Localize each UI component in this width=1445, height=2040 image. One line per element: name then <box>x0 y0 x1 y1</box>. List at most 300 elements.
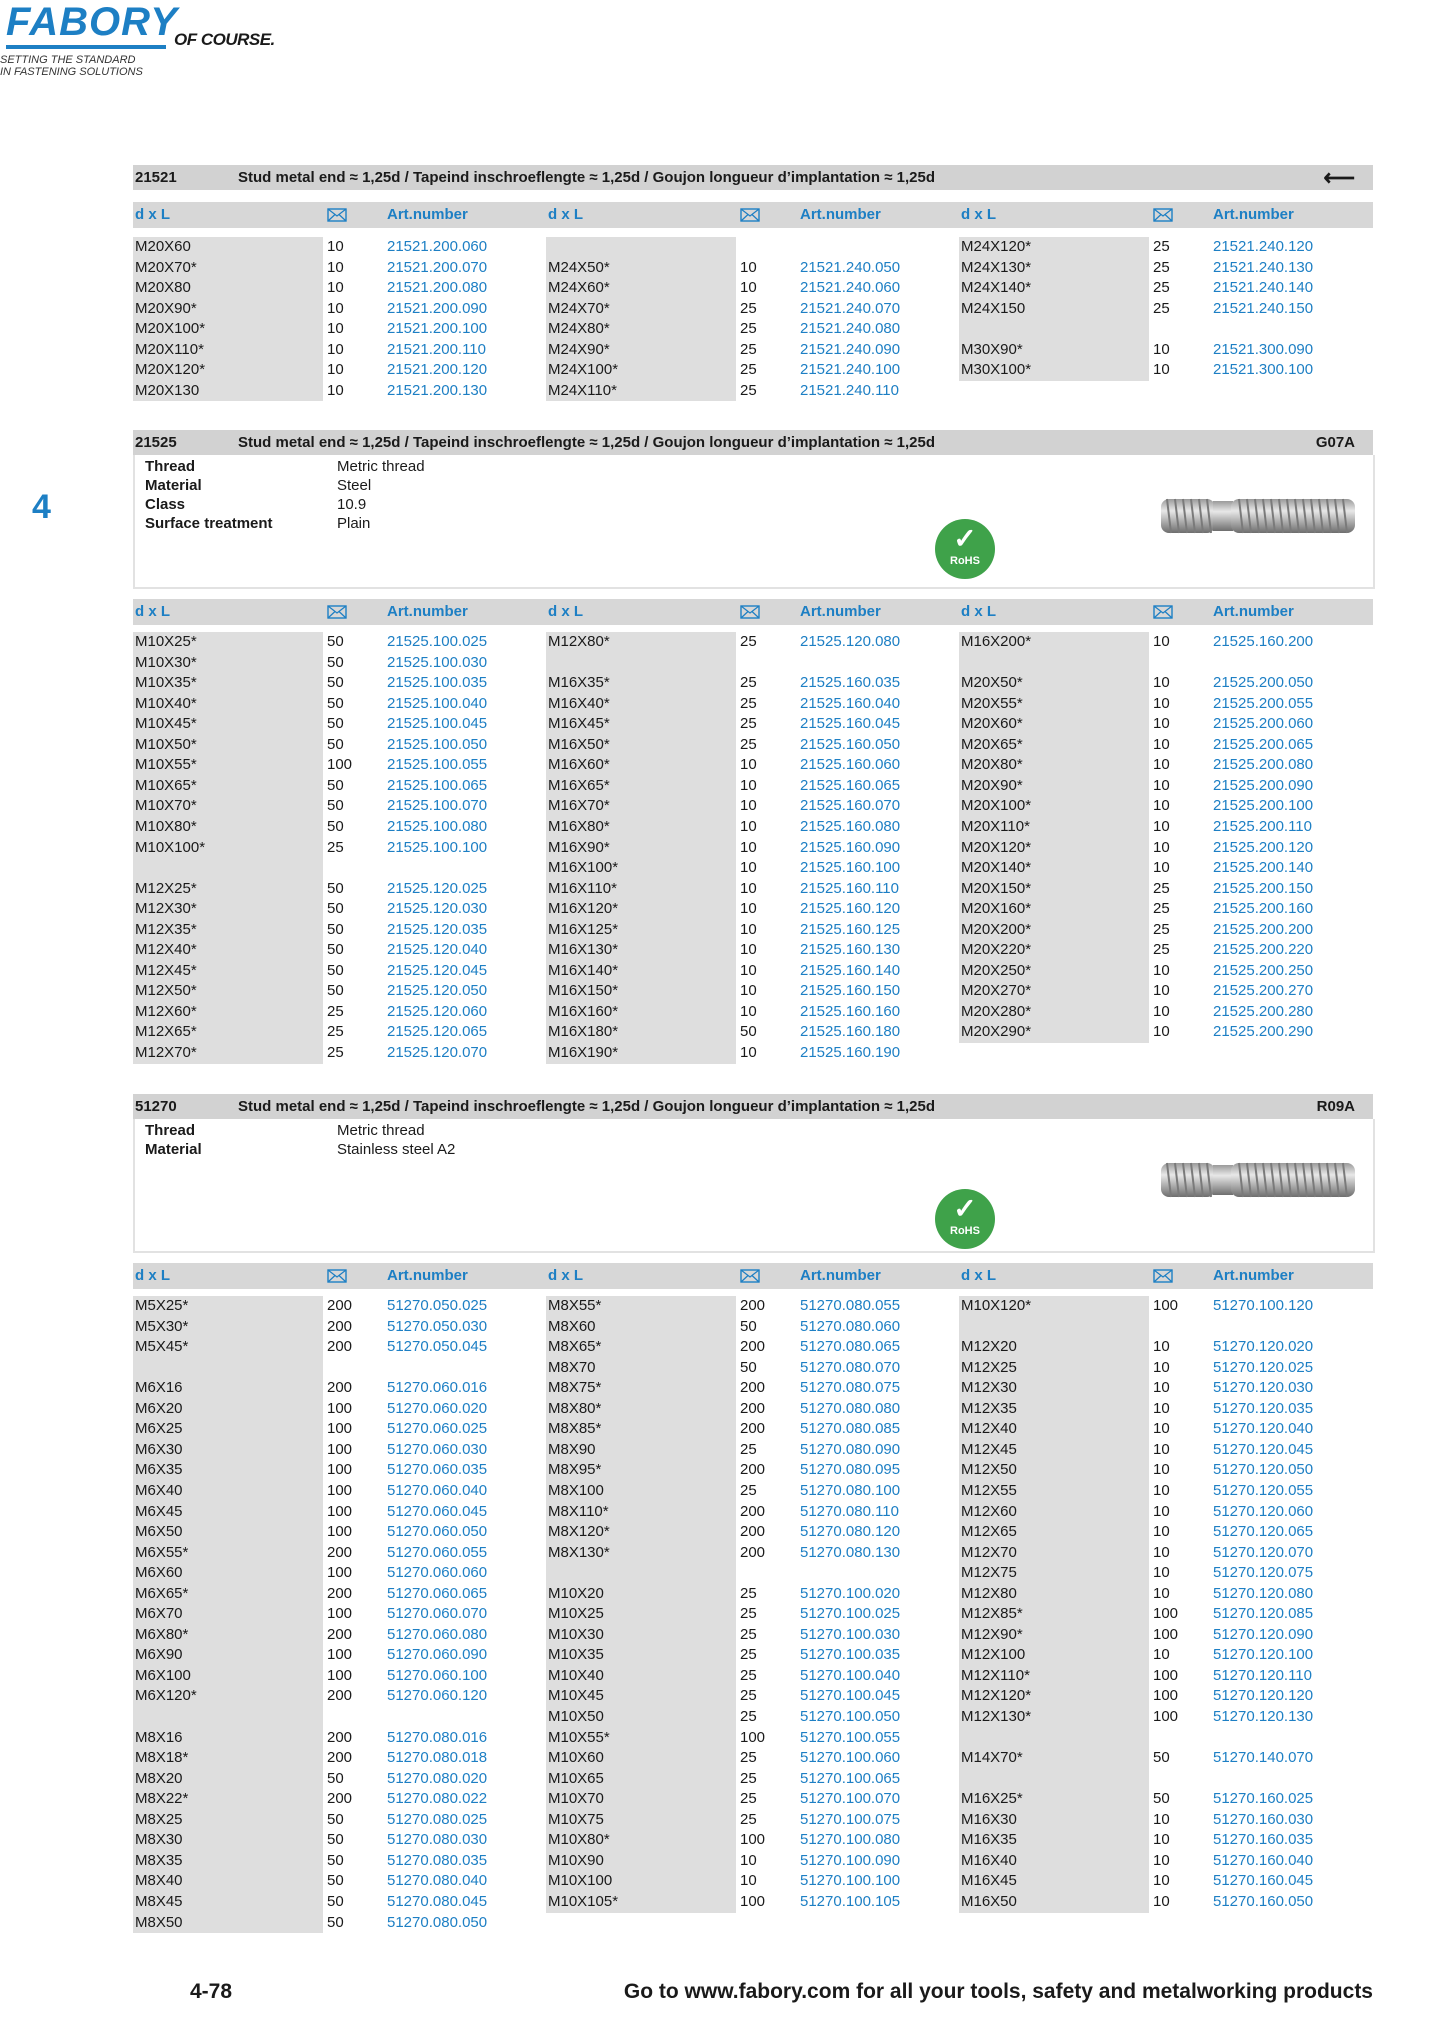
dxl-cell: M8X120* <box>548 1523 610 1541</box>
art-number-link[interactable]: 21525.120.060 <box>387 1002 488 1020</box>
art-number-link[interactable]: 21525.100.055 <box>387 756 488 774</box>
quantity-cell: 200 <box>327 1338 353 1356</box>
art-number-link[interactable]: 21525.200.200 <box>1213 920 1314 938</box>
table-row <box>546 1502 956 1522</box>
table-row <box>133 714 543 734</box>
dxl-cell: M10X45* <box>135 715 197 733</box>
table-row <box>133 1502 543 1522</box>
quantity-cell: 50 <box>327 715 344 733</box>
quantity-cell: 25 <box>740 1584 757 1602</box>
art-number-link[interactable]: 21525.200.160 <box>1213 900 1314 918</box>
art-number-link[interactable]: 51270.100.025 <box>800 1605 901 1623</box>
quantity-cell: 200 <box>327 1687 353 1705</box>
art-number-link[interactable]: 51270.060.040 <box>387 1481 488 1499</box>
art-number-link[interactable]: 21525.100.025 <box>387 633 488 650</box>
art-number-link[interactable]: 21521.200.120 <box>387 361 488 379</box>
art-number-link[interactable]: 51270.060.030 <box>387 1440 488 1458</box>
quantity-cell: 100 <box>327 1646 353 1664</box>
art-number-link[interactable]: 21521.240.060 <box>800 279 901 297</box>
column-header-dxl: d x L <box>135 1267 171 1284</box>
art-number-link[interactable]: 51270.060.035 <box>387 1461 488 1479</box>
art-number-link[interactable]: 21525.200.110 <box>1213 817 1312 835</box>
art-number-link[interactable]: 21525.160.100 <box>800 859 901 877</box>
dxl-cell: M24X140* <box>961 279 1032 297</box>
art-number-link[interactable]: 51270.120.060 <box>1213 1502 1314 1520</box>
quantity-cell: 100 <box>740 1728 766 1746</box>
table-row <box>959 1769 1369 1789</box>
art-number-link[interactable]: 21525.120.040 <box>387 941 488 959</box>
art-number-link[interactable]: 51270.100.040 <box>800 1666 901 1684</box>
column-header-art: Art.number <box>800 1267 881 1284</box>
dxl-cell: M10X65 <box>548 1769 604 1787</box>
quantity-cell: 25 <box>740 1769 757 1787</box>
table-row <box>546 278 956 298</box>
quantity-cell: 10 <box>1153 1358 1170 1376</box>
art-number-link[interactable]: 51270.050.045 <box>387 1338 488 1356</box>
table-row <box>546 776 956 796</box>
art-number-link[interactable]: 21525.100.035 <box>387 674 488 692</box>
art-number-link[interactable]: 51270.080.020 <box>387 1769 488 1787</box>
table-row <box>133 776 543 796</box>
art-number-link[interactable]: 21521.200.110 <box>387 340 486 358</box>
art-number-link[interactable]: 21521.240.130 <box>1213 258 1314 276</box>
quantity-cell: 50 <box>327 797 344 815</box>
quantity-cell: 10 <box>1153 633 1170 650</box>
dxl-cell: M6X55* <box>135 1543 189 1561</box>
quantity-cell: 50 <box>327 633 344 650</box>
dxl-cell: M12X80 <box>961 1584 1017 1602</box>
art-number-link[interactable]: 51270.080.060 <box>800 1317 901 1335</box>
art-number-link[interactable]: 51270.060.100 <box>387 1666 488 1684</box>
dxl-cell: M6X16 <box>135 1379 183 1397</box>
table-row <box>959 1707 1369 1727</box>
column-header-dxl: d x L <box>548 206 584 223</box>
table-row <box>133 299 543 319</box>
art-number-link[interactable]: 51270.080.022 <box>387 1790 488 1808</box>
art-number-link[interactable]: 51270.060.045 <box>387 1502 488 1520</box>
art-number-link[interactable]: 21525.160.130 <box>800 941 901 959</box>
art-number-link[interactable]: 51270.120.085 <box>1213 1605 1314 1623</box>
art-number-link[interactable]: 51270.120.045 <box>1213 1440 1314 1458</box>
dxl-cell: M8X22* <box>135 1790 189 1808</box>
art-number-link[interactable]: 21521.300.090 <box>1213 340 1314 358</box>
table-row <box>959 1789 1369 1809</box>
art-number-link[interactable]: 21525.120.030 <box>387 900 488 918</box>
art-number-link[interactable]: 21521.300.100 <box>1213 361 1314 379</box>
art-number-link[interactable]: 51270.080.095 <box>800 1461 901 1479</box>
art-number-link[interactable]: 51270.100.035 <box>800 1646 901 1664</box>
art-number-link[interactable]: 21525.160.160 <box>800 1002 901 1020</box>
art-number-link[interactable]: 51270.100.090 <box>800 1851 901 1869</box>
art-number-link[interactable]: 21525.120.050 <box>387 982 488 1000</box>
quantity-cell: 10 <box>1153 1002 1170 1020</box>
art-number-link[interactable]: 21525.120.035 <box>387 920 488 938</box>
art-number-link[interactable]: 51270.100.100 <box>800 1872 901 1890</box>
dxl-cell: M20X140* <box>961 859 1032 877</box>
art-number-link[interactable]: 51270.080.090 <box>800 1440 901 1458</box>
quantity-cell: 200 <box>740 1297 766 1314</box>
footer-text[interactable]: Go to www.fabory.com for all your tools, safety and metalworking products <box>623 1980 1373 2003</box>
art-number-link[interactable]: 51270.080.065 <box>800 1338 901 1356</box>
art-number-link[interactable]: 51270.050.025 <box>387 1297 488 1314</box>
spec-box-51270 <box>133 1119 1375 1253</box>
art-number-link[interactable]: 21525.200.280 <box>1213 1002 1314 1020</box>
dxl-cell: M8X90 <box>548 1440 596 1458</box>
art-number-link[interactable]: 21525.200.150 <box>1213 879 1314 897</box>
envelope-icon <box>1153 605 1173 619</box>
column-header-dxl: d x L <box>961 603 997 620</box>
art-number-link[interactable]: 21525.200.250 <box>1213 961 1314 979</box>
art-number-link[interactable]: 51270.120.080 <box>1213 1584 1314 1602</box>
table-row <box>959 1748 1369 1768</box>
dxl-cell: M10X90 <box>548 1851 604 1869</box>
dxl-cell: M8X110* <box>548 1502 609 1520</box>
table-row <box>546 1440 956 1460</box>
dxl-cell: M12X110* <box>961 1666 1030 1684</box>
art-number-link[interactable]: 51270.060.070 <box>387 1605 488 1623</box>
art-number-link[interactable]: 21525.200.065 <box>1213 735 1314 753</box>
table-row <box>546 1789 956 1809</box>
table-row <box>959 319 1369 339</box>
art-number-link[interactable]: 51270.100.045 <box>800 1687 901 1705</box>
table-row <box>133 1481 543 1501</box>
art-number-link[interactable]: 21525.200.060 <box>1213 715 1314 733</box>
back-arrow-icon[interactable]: ⟵ <box>1323 165 1355 190</box>
table-row <box>546 1002 956 1022</box>
quantity-cell: 50 <box>327 735 344 753</box>
dxl-cell: M20X270* <box>961 982 1032 1000</box>
art-number-link[interactable]: 51270.160.050 <box>1213 1892 1314 1910</box>
table-row <box>959 1543 1369 1563</box>
art-number-link[interactable]: 21525.120.045 <box>387 961 488 979</box>
art-number-link[interactable]: 51270.100.055 <box>800 1728 901 1746</box>
art-number-link[interactable]: 51270.080.085 <box>800 1420 901 1438</box>
dxl-cell: M20X80* <box>961 756 1023 774</box>
art-number-link[interactable]: 51270.120.120 <box>1213 1687 1314 1705</box>
quantity-cell: 25 <box>1153 279 1170 297</box>
quantity-cell: 25 <box>740 299 757 317</box>
art-number-link[interactable]: 51270.100.030 <box>800 1625 901 1643</box>
quantity-cell: 25 <box>740 1666 757 1684</box>
dxl-cell: M8X85* <box>548 1420 602 1438</box>
art-number-link[interactable]: 21525.120.065 <box>387 1023 488 1041</box>
table-row <box>133 735 543 755</box>
dxl-cell: M12X70 <box>961 1543 1017 1561</box>
table-row <box>959 1645 1369 1665</box>
quantity-cell: 25 <box>1153 299 1170 317</box>
art-number-link[interactable]: 21525.100.070 <box>387 797 488 815</box>
quantity-cell: 10 <box>327 381 344 399</box>
art-number-link[interactable]: 51270.100.120 <box>1213 1297 1314 1314</box>
art-number-link[interactable]: 21525.200.100 <box>1213 797 1314 815</box>
quantity-cell: 10 <box>327 258 344 276</box>
art-number-link[interactable]: 21525.160.050 <box>800 735 901 753</box>
dxl-cell: M24X130* <box>961 258 1032 276</box>
table-row <box>959 838 1369 858</box>
dxl-cell: M12X120* <box>961 1687 1032 1705</box>
table-row <box>959 299 1369 319</box>
dxl-cell: M8X20 <box>135 1769 183 1787</box>
table-row <box>133 1317 543 1337</box>
art-number-link[interactable]: 21525.200.080 <box>1213 756 1314 774</box>
art-number-link[interactable]: 21525.160.125 <box>800 920 901 938</box>
art-number-link[interactable]: 51270.060.020 <box>387 1399 488 1417</box>
dxl-cell: M12X75 <box>961 1564 1017 1582</box>
art-number-link[interactable]: 51270.060.055 <box>387 1543 488 1561</box>
quantity-cell: 25 <box>740 1687 757 1705</box>
art-number-link[interactable]: 21525.160.150 <box>800 982 901 1000</box>
art-number-link[interactable]: 21525.160.045 <box>800 715 901 733</box>
art-number-link[interactable]: 51270.080.025 <box>387 1810 488 1828</box>
art-number-link[interactable]: 51270.120.070 <box>1213 1543 1314 1561</box>
quantity-cell: 25 <box>740 1440 757 1458</box>
art-number-link[interactable]: 51270.120.075 <box>1213 1564 1314 1582</box>
art-number-link[interactable]: 51270.080.110 <box>800 1502 899 1520</box>
dxl-cell: M20X60* <box>961 715 1023 733</box>
table-row <box>959 1522 1369 1542</box>
art-number-link[interactable]: 51270.060.016 <box>387 1379 488 1397</box>
art-number-link[interactable]: 21521.240.100 <box>800 361 901 379</box>
dxl-cell: M12X100 <box>961 1646 1026 1664</box>
column-header-dxl: d x L <box>961 206 997 223</box>
art-number-link[interactable]: 21521.200.080 <box>387 279 488 297</box>
art-number-link[interactable]: 51270.120.100 <box>1213 1646 1314 1664</box>
art-number-link[interactable]: 51270.080.100 <box>800 1481 901 1499</box>
art-number-link[interactable]: 21521.240.150 <box>1213 299 1314 317</box>
art-number-link[interactable]: 51270.120.025 <box>1213 1358 1314 1376</box>
art-number-link[interactable]: 21525.100.045 <box>387 715 488 733</box>
table-row <box>959 776 1369 796</box>
table-row <box>133 920 543 940</box>
art-number-link[interactable]: 51270.080.030 <box>387 1831 488 1849</box>
art-number-link[interactable]: 51270.120.040 <box>1213 1420 1314 1438</box>
art-number-link[interactable]: 21525.160.035 <box>800 674 901 692</box>
art-number-link[interactable]: 21521.240.140 <box>1213 279 1314 297</box>
table-row <box>546 360 956 380</box>
art-number-link[interactable]: 51270.100.080 <box>800 1831 901 1849</box>
art-number-link[interactable]: 51270.120.035 <box>1213 1399 1314 1417</box>
art-number-link[interactable]: 51270.120.020 <box>1213 1338 1314 1356</box>
art-number-link[interactable]: 21521.240.050 <box>800 258 901 276</box>
dxl-cell: M10X75 <box>548 1810 604 1828</box>
art-number-link[interactable]: 21525.100.080 <box>387 817 488 835</box>
art-number-link[interactable]: 21521.200.100 <box>387 320 488 338</box>
quantity-cell: 10 <box>1153 715 1170 733</box>
dxl-cell: M10X50 <box>548 1708 604 1725</box>
art-number-link[interactable]: 21525.100.040 <box>387 694 488 712</box>
table-row <box>133 1399 543 1419</box>
column-header-art: Art.number <box>387 603 468 620</box>
envelope-icon <box>740 1269 760 1283</box>
art-number-link[interactable]: 51270.080.018 <box>387 1749 488 1767</box>
dxl-cell: M12X130* <box>961 1708 1032 1725</box>
art-number-link[interactable]: 21525.100.100 <box>387 838 488 856</box>
table-row <box>959 796 1369 816</box>
dxl-cell: M16X100* <box>548 859 619 877</box>
art-number-link[interactable]: 21525.160.090 <box>800 838 901 856</box>
art-number-link[interactable]: 21521.240.090 <box>800 340 901 358</box>
dxl-cell: M10X100* <box>135 838 206 856</box>
table-row <box>133 1022 543 1042</box>
art-number-link[interactable]: 51270.120.090 <box>1213 1625 1314 1643</box>
art-number-link[interactable]: 21521.200.060 <box>387 238 488 255</box>
table-row <box>959 340 1369 360</box>
quantity-cell: 50 <box>327 1810 344 1828</box>
art-number-link[interactable]: 21525.120.070 <box>387 1044 488 1061</box>
table-row <box>546 1563 956 1583</box>
table-row <box>959 1830 1369 1850</box>
art-number-link[interactable]: 21525.120.025 <box>387 879 488 897</box>
quantity-cell: 10 <box>327 361 344 379</box>
art-number-link[interactable]: 21521.240.070 <box>800 299 901 317</box>
table-row <box>546 1296 956 1316</box>
art-number-link[interactable]: 21525.120.080 <box>800 633 901 650</box>
dxl-cell: M8X16 <box>135 1728 183 1746</box>
art-number-link[interactable]: 21525.160.200 <box>1213 633 1314 650</box>
art-number-link[interactable]: 51270.060.120 <box>387 1687 488 1705</box>
fabory-logo[interactable] <box>0 0 300 86</box>
table-row <box>546 1666 956 1686</box>
art-number-link[interactable]: 21525.200.290 <box>1213 1023 1314 1041</box>
art-number-link[interactable]: 21525.160.110 <box>800 879 899 897</box>
art-number-link[interactable]: 51270.120.050 <box>1213 1461 1314 1479</box>
art-number-link[interactable]: 51270.100.050 <box>800 1708 901 1725</box>
table-row <box>959 694 1369 714</box>
table-row <box>546 1543 956 1563</box>
art-number-link[interactable]: 51270.100.105 <box>800 1892 901 1910</box>
art-number-link[interactable]: 51270.160.040 <box>1213 1851 1314 1869</box>
art-number-link[interactable]: 21521.240.120 <box>1213 238 1314 255</box>
art-number-link[interactable]: 21525.100.030 <box>387 653 488 671</box>
quantity-cell: 25 <box>740 340 757 358</box>
art-number-link[interactable]: 51270.120.065 <box>1213 1523 1314 1541</box>
dxl-cell: M6X65* <box>135 1584 189 1602</box>
table-row <box>133 1789 543 1809</box>
column-header-art: Art.number <box>387 206 468 223</box>
art-number-link[interactable]: 51270.080.040 <box>387 1872 488 1890</box>
art-number-link[interactable]: 21525.200.090 <box>1213 776 1314 794</box>
art-number-link[interactable]: 51270.160.025 <box>1213 1790 1314 1808</box>
art-number-link[interactable]: 21521.240.080 <box>800 320 901 338</box>
art-number-link[interactable]: 51270.160.045 <box>1213 1872 1314 1890</box>
art-number-link[interactable]: 21525.160.070 <box>800 797 901 815</box>
art-number-link[interactable]: 51270.080.045 <box>387 1892 488 1910</box>
art-number-link[interactable]: 21521.200.130 <box>387 381 488 399</box>
art-number-link[interactable]: 21525.160.120 <box>800 900 901 918</box>
quantity-cell: 100 <box>740 1831 766 1849</box>
art-number-link[interactable]: 51270.100.020 <box>800 1584 901 1602</box>
art-number-link[interactable]: 51270.050.030 <box>387 1317 488 1335</box>
art-number-link[interactable]: 51270.120.110 <box>1213 1666 1312 1684</box>
table-row <box>959 755 1369 775</box>
art-number-link[interactable]: 21525.200.055 <box>1213 694 1314 712</box>
art-number-link[interactable]: 21525.200.140 <box>1213 859 1314 877</box>
art-number-link[interactable]: 51270.120.055 <box>1213 1481 1314 1499</box>
art-number-link[interactable]: 51270.080.016 <box>387 1728 488 1746</box>
art-number-link[interactable]: 51270.060.025 <box>387 1420 488 1438</box>
table-row <box>133 673 543 693</box>
art-number-link[interactable]: 21521.200.090 <box>387 299 488 317</box>
quantity-cell: 25 <box>740 1790 757 1808</box>
art-number-link[interactable]: 51270.080.070 <box>800 1358 901 1376</box>
logo-tagline: SETTING THE STANDARD IN FASTENING SOLUTIONS <box>0 54 143 78</box>
art-number-link[interactable]: 21525.160.080 <box>800 817 901 835</box>
quantity-cell: 50 <box>327 1913 344 1931</box>
art-number-link[interactable]: 21525.100.065 <box>387 776 488 794</box>
art-number-link[interactable]: 21525.160.060 <box>800 756 901 774</box>
spec-list: Thread Metric thread Material Steel Class 10.9 Surface treatment Plain <box>145 458 425 532</box>
table-row <box>546 1810 956 1830</box>
art-number-link[interactable]: 51270.100.065 <box>800 1769 901 1787</box>
art-number-link[interactable]: 51270.080.120 <box>800 1523 901 1541</box>
quantity-cell: 100 <box>740 1892 766 1910</box>
art-number-link[interactable]: 21525.200.270 <box>1213 982 1314 1000</box>
art-number-link[interactable]: 21525.160.140 <box>800 961 901 979</box>
art-number-link[interactable]: 21525.160.180 <box>800 1023 901 1041</box>
art-number-link[interactable]: 21521.240.110 <box>800 381 899 399</box>
art-number-link[interactable]: 51270.120.030 <box>1213 1379 1314 1397</box>
art-number-link[interactable]: 21525.160.040 <box>800 694 901 712</box>
art-number-link[interactable]: 21525.200.120 <box>1213 838 1314 856</box>
table-row <box>546 1522 956 1542</box>
dxl-cell: M16X30 <box>961 1810 1017 1828</box>
art-number-link[interactable]: 51270.060.080 <box>387 1625 488 1643</box>
art-number-link[interactable]: 51270.060.050 <box>387 1523 488 1541</box>
art-number-link[interactable]: 51270.080.055 <box>800 1297 901 1314</box>
dxl-cell: M6X90 <box>135 1646 183 1664</box>
table-row <box>133 1419 543 1439</box>
art-number-link[interactable]: 51270.080.130 <box>800 1543 901 1561</box>
art-number-link[interactable]: 51270.080.080 <box>800 1399 901 1417</box>
dxl-cell: M12X60 <box>961 1502 1017 1520</box>
art-number-link[interactable]: 21525.200.220 <box>1213 941 1314 959</box>
art-number-link[interactable]: 51270.160.030 <box>1213 1810 1314 1828</box>
table-row <box>546 879 956 899</box>
envelope-icon <box>740 208 760 222</box>
art-number-link[interactable]: 51270.080.035 <box>387 1851 488 1869</box>
table-row <box>133 1604 543 1624</box>
art-number-link[interactable]: 21525.160.190 <box>800 1044 901 1061</box>
art-number-link[interactable]: 21525.200.050 <box>1213 674 1314 692</box>
quantity-cell: 100 <box>1153 1605 1179 1623</box>
quantity-cell: 10 <box>1153 756 1170 774</box>
art-number-link[interactable]: 51270.120.130 <box>1213 1708 1314 1725</box>
table-row <box>546 981 956 1001</box>
dxl-cell: M14X70* <box>961 1749 1023 1767</box>
art-number-link[interactable]: 51270.140.070 <box>1213 1749 1314 1767</box>
table-row <box>959 1378 1369 1398</box>
art-number-link[interactable]: 51270.060.090 <box>387 1646 488 1664</box>
table-row <box>133 796 543 816</box>
art-number-link[interactable]: 51270.100.060 <box>800 1749 901 1767</box>
art-number-link[interactable]: 21525.100.050 <box>387 735 488 753</box>
art-number-link[interactable]: 51270.160.035 <box>1213 1831 1314 1849</box>
art-number-link[interactable]: 51270.060.065 <box>387 1584 488 1602</box>
dxl-cell: M8X100 <box>548 1481 604 1499</box>
art-number-link[interactable]: 51270.100.075 <box>800 1810 901 1828</box>
table-row <box>546 1604 956 1624</box>
art-number-link[interactable]: 51270.100.070 <box>800 1790 901 1808</box>
art-number-link[interactable]: 21521.200.070 <box>387 258 488 276</box>
table-row <box>959 1399 1369 1419</box>
table-row <box>546 796 956 816</box>
art-number-link[interactable]: 51270.080.075 <box>800 1379 901 1397</box>
art-number-link[interactable]: 21525.160.065 <box>800 776 901 794</box>
table-row <box>133 879 543 899</box>
art-number-link[interactable]: 51270.080.050 <box>387 1913 488 1931</box>
art-number-link[interactable]: 51270.060.060 <box>387 1564 488 1582</box>
dxl-cell: M10X25 <box>548 1605 604 1623</box>
